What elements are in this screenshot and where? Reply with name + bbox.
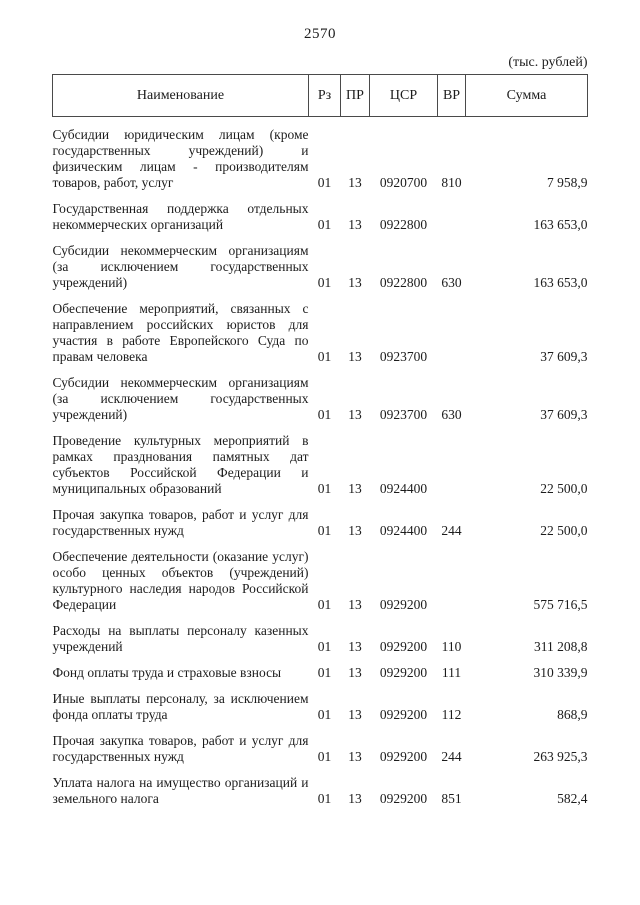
- table-row: [53, 423, 588, 497]
- sum-cell: 22 500,0: [540, 481, 588, 496]
- pr-cell: 13: [348, 217, 362, 232]
- sum-cell: 868,9: [557, 707, 588, 722]
- sum-cell: 37 609,3: [540, 349, 588, 364]
- csr-cell: 0922800: [379, 217, 428, 232]
- name-cell: Субсидии юридическим лицам (кроме государственных учреждений) и физическим лицам - производителям товаров, работ, услуг: [52, 127, 309, 190]
- rz-cell: 01: [317, 275, 332, 290]
- table-row: [53, 723, 588, 765]
- vr-cell: 630: [441, 275, 462, 290]
- csr-cell: 0923700: [379, 407, 428, 422]
- column-header-name: Наименование: [53, 75, 309, 117]
- sum-cell: 7 958,9: [547, 175, 588, 190]
- sum-cell: 311 208,8: [534, 639, 588, 654]
- table-row: [53, 233, 588, 291]
- csr-cell: 0929200: [379, 791, 428, 806]
- name-cell: Прочая закупка товаров, работ и услуг для государственных нужд: [52, 733, 309, 764]
- rz-cell: 01: [317, 749, 332, 764]
- vr-cell: 244: [441, 749, 462, 764]
- rz-cell: 01: [317, 175, 332, 190]
- vr-cell: 111: [441, 665, 462, 680]
- vr-cell: [438, 423, 466, 497]
- vr-cell: 110: [441, 639, 462, 654]
- name-cell: Уплата налога на имущество организаций и земельного налога: [52, 775, 309, 806]
- vr-cell: 851: [441, 791, 462, 806]
- csr-cell: 0929200: [379, 707, 428, 722]
- csr-cell: 0924400: [379, 481, 428, 496]
- sum-cell: 163 653,0: [533, 217, 588, 232]
- name-cell: Субсидии некоммерческим организациям (за исключением государственных учреждений): [52, 243, 309, 290]
- rz-cell: 01: [317, 707, 332, 722]
- table-row: [53, 613, 588, 655]
- vr-cell: [438, 191, 466, 233]
- rz-cell: 01: [317, 597, 332, 612]
- column-header-vr: ВР: [438, 75, 466, 117]
- sum-cell: 22 500,0: [540, 523, 588, 538]
- csr-cell: 0929200: [379, 749, 428, 764]
- rz-cell: 01: [317, 665, 332, 680]
- name-cell: Обеспечение мероприятий, связанных с направлением российских юристов для участия в работе Европейского Суда по правам человека: [52, 301, 309, 364]
- column-header-csr: ЦСР: [370, 75, 438, 117]
- pr-cell: 13: [348, 639, 362, 654]
- column-header-sum: Сумма: [466, 75, 588, 117]
- page-number: 2570: [304, 26, 336, 42]
- pr-cell: 13: [348, 707, 362, 722]
- rz-cell: 01: [317, 217, 332, 232]
- table-row: [53, 365, 588, 423]
- pr-cell: 13: [348, 791, 362, 806]
- pr-cell: 13: [348, 597, 362, 612]
- csr-cell: 0923700: [379, 349, 428, 364]
- vr-cell: 244: [441, 523, 462, 538]
- vr-cell: 810: [441, 175, 462, 190]
- name-cell: Проведение культурных мероприятий в рамках празднования памятных дат субъектов Российской Федерации и муниципальных образований: [52, 433, 309, 496]
- sum-cell: 263 925,3: [533, 749, 588, 764]
- table-row: [53, 291, 588, 365]
- csr-cell: 0920700: [379, 175, 428, 190]
- budget-table: [52, 74, 588, 807]
- table-row: [53, 681, 588, 723]
- pr-cell: 13: [348, 665, 362, 680]
- vr-cell: 630: [441, 407, 462, 422]
- sum-cell: 575 716,5: [533, 597, 588, 612]
- sum-cell: 37 609,3: [540, 407, 588, 422]
- rz-cell: 01: [317, 481, 332, 496]
- pr-cell: 13: [348, 523, 362, 538]
- table-row: [53, 117, 588, 192]
- sum-cell: 582,4: [557, 791, 588, 806]
- vr-cell: [438, 291, 466, 365]
- sum-cell: 310 339,9: [533, 665, 588, 680]
- pr-cell: 13: [348, 275, 362, 290]
- name-cell: Прочая закупка товаров, работ и услуг для государственных нужд: [52, 507, 309, 538]
- rz-cell: 01: [317, 523, 332, 538]
- name-cell: Субсидии некоммерческим организациям (за исключением государственных учреждений): [52, 375, 309, 422]
- pr-cell: 13: [348, 175, 362, 190]
- rz-cell: 01: [317, 791, 332, 806]
- vr-cell: 112: [441, 707, 462, 722]
- table-row: [53, 497, 588, 539]
- pr-cell: 13: [348, 481, 362, 496]
- rz-cell: 01: [317, 407, 332, 422]
- table-row: [53, 655, 588, 681]
- column-header-pr: ПР: [341, 75, 370, 117]
- csr-cell: 0922800: [379, 275, 428, 290]
- name-cell: Государственная поддержка отдельных некоммерческих организаций: [52, 201, 309, 232]
- name-cell: Фонд оплаты труда и страховые взносы: [52, 665, 282, 680]
- pr-cell: 13: [348, 407, 362, 422]
- table-row: [53, 191, 588, 233]
- csr-cell: 0929200: [379, 665, 428, 680]
- table-body: [53, 117, 588, 808]
- table-header-row: [53, 75, 588, 117]
- name-cell: Расходы на выплаты персоналу казенных учреждений: [52, 623, 309, 654]
- units-note: (тыс. рублей): [508, 55, 588, 70]
- name-cell: Обеспечение деятельности (оказание услуг) особо ценных объектов (учреждений) культурного наследия народов Российской Федерации: [52, 549, 309, 612]
- column-header-rz: Рз: [309, 75, 341, 117]
- rz-cell: 01: [317, 639, 332, 654]
- vr-cell: [438, 539, 466, 613]
- sum-cell: 163 653,0: [533, 275, 588, 290]
- csr-cell: 0929200: [379, 639, 428, 654]
- pr-cell: 13: [348, 349, 362, 364]
- csr-cell: 0924400: [379, 523, 428, 538]
- pr-cell: 13: [348, 749, 362, 764]
- table-row: [53, 539, 588, 613]
- rz-cell: 01: [317, 349, 332, 364]
- table-row: [53, 765, 588, 807]
- csr-cell: 0929200: [379, 597, 428, 612]
- name-cell: Иные выплаты персоналу, за исключением фонда оплаты труда: [52, 691, 309, 722]
